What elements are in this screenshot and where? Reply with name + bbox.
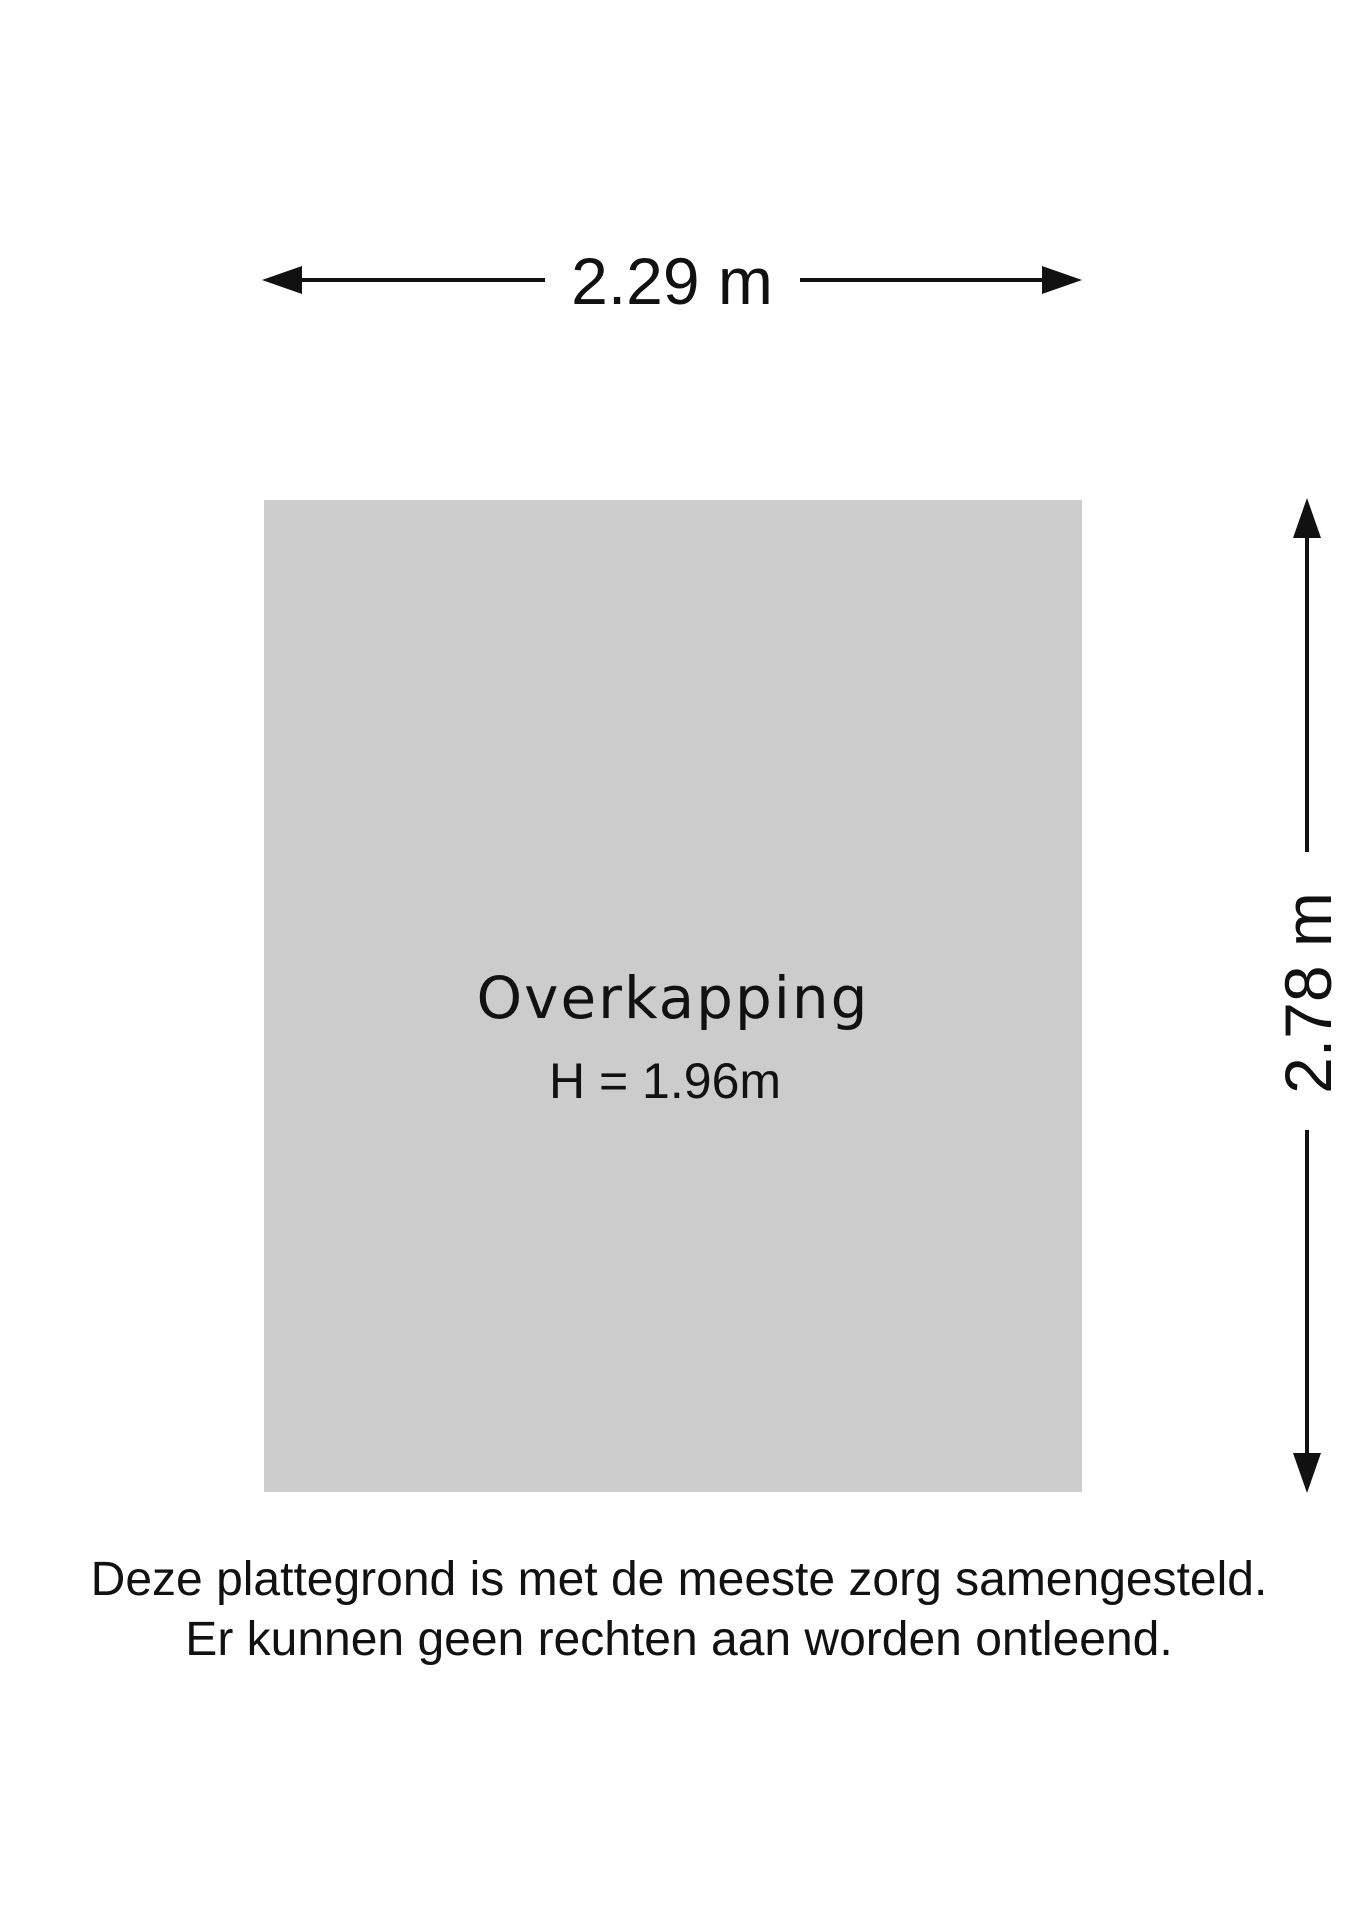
room-name: Overkapping: [476, 964, 870, 1032]
disclaimer-line-1: Deze plattegrond is met de meeste zorg samengesteld.: [90, 1553, 1268, 1606]
room-height: H = 1.96m: [548, 1053, 782, 1109]
arrow-left-icon: [262, 266, 302, 294]
disclaimer: [0, 1550, 1358, 1670]
depth-dimension: [1271, 498, 1345, 1493]
arrow-up-icon: [1293, 498, 1321, 538]
disclaimer-line-2: Er kunnen geen rechten aan worden ontleend.: [185, 1613, 1173, 1666]
depth-label: 2.78 m: [1271, 892, 1345, 1094]
arrow-right-icon: [1042, 266, 1082, 294]
room-overkapping: [264, 500, 1082, 1492]
width-label: 2.29 m: [571, 244, 773, 318]
width-dimension: [262, 244, 1082, 318]
arrow-down-icon: [1293, 1453, 1321, 1493]
